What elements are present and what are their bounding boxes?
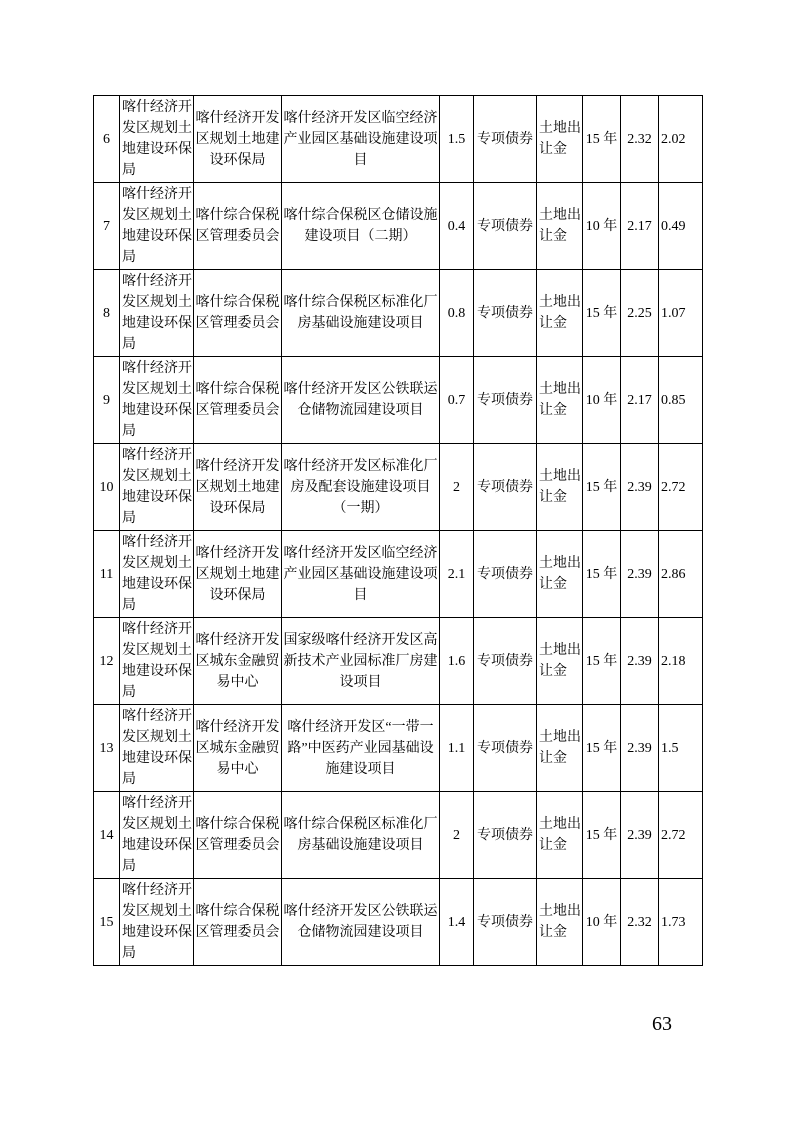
cell-amount: 2.1 [440,531,474,618]
cell-competent-dept: 喀什经济开发区规划土地建设环保局 [120,357,194,444]
cell-amount: 1.1 [440,705,474,792]
cell-competent-dept: 喀什经济开发区规划土地建设环保局 [120,879,194,966]
cell-competent-dept: 喀什经济开发区规划土地建设环保局 [120,183,194,270]
cell-term: 15 年 [583,444,621,531]
cell-term: 15 年 [583,531,621,618]
cell-bond-type: 专项债券 [474,792,537,879]
cell-principal-interest: 1.5 [659,705,703,792]
cell-interest-rate: 2.17 [621,183,659,270]
cell-repayment-source: 土地出让金 [537,96,583,183]
cell-principal-interest: 2.02 [659,96,703,183]
table-row [94,270,703,357]
cell-project-name: 喀什经济开发区临空经济产业园区基础设施建设项目 [282,531,440,618]
cell-competent-dept: 喀什经济开发区规划土地建设环保局 [120,705,194,792]
cell-term: 15 年 [583,705,621,792]
cell-project-name: 喀什经济开发区标准化厂房及配套设施建设项目（一期） [282,444,440,531]
cell-competent-dept: 喀什经济开发区规划土地建设环保局 [120,792,194,879]
cell-row-no: 10 [94,444,120,531]
cell-row-no: 7 [94,183,120,270]
table-row [94,96,703,183]
cell-principal-interest: 2.72 [659,792,703,879]
cell-project-unit: 喀什综合保税区管理委员会 [194,357,282,444]
cell-project-unit: 喀什综合保税区管理委员会 [194,792,282,879]
cell-interest-rate: 2.32 [621,879,659,966]
cell-project-name: 喀什经济开发区“一带一路”中医药产业园基础设施建设项目 [282,705,440,792]
cell-project-unit: 喀什综合保税区管理委员会 [194,879,282,966]
cell-term: 10 年 [583,879,621,966]
cell-interest-rate: 2.17 [621,357,659,444]
cell-interest-rate: 2.25 [621,270,659,357]
cell-project-name: 喀什经济开发区临空经济产业园区基础设施建设项目 [282,96,440,183]
cell-project-unit: 喀什经济开发区城东金融贸易中心 [194,705,282,792]
cell-interest-rate: 2.39 [621,792,659,879]
cell-term: 10 年 [583,183,621,270]
cell-amount: 0.4 [440,183,474,270]
cell-amount: 0.8 [440,270,474,357]
table-row [94,792,703,879]
cell-term: 10 年 [583,357,621,444]
cell-row-no: 12 [94,618,120,705]
table-row [94,357,703,444]
cell-term: 15 年 [583,96,621,183]
cell-principal-interest: 2.72 [659,444,703,531]
cell-project-name: 喀什综合保税区标准化厂房基础设施建设项目 [282,792,440,879]
cell-term: 15 年 [583,618,621,705]
cell-amount: 1.5 [440,96,474,183]
cell-row-no: 6 [94,96,120,183]
cell-bond-type: 专项债券 [474,879,537,966]
cell-repayment-source: 土地出让金 [537,357,583,444]
cell-amount: 2 [440,444,474,531]
cell-row-no: 8 [94,270,120,357]
cell-repayment-source: 土地出让金 [537,705,583,792]
cell-amount: 2 [440,792,474,879]
cell-interest-rate: 2.39 [621,444,659,531]
cell-project-unit: 喀什综合保税区管理委员会 [194,270,282,357]
cell-term: 15 年 [583,270,621,357]
cell-bond-type: 专项债券 [474,357,537,444]
cell-bond-type: 专项债券 [474,270,537,357]
cell-repayment-source: 土地出让金 [537,531,583,618]
cell-competent-dept: 喀什经济开发区规划土地建设环保局 [120,96,194,183]
cell-competent-dept: 喀什经济开发区规划土地建设环保局 [120,444,194,531]
cell-amount: 0.7 [440,357,474,444]
cell-interest-rate: 2.39 [621,618,659,705]
cell-repayment-source: 土地出让金 [537,444,583,531]
cell-competent-dept: 喀什经济开发区规划土地建设环保局 [120,531,194,618]
table-row [94,618,703,705]
cell-bond-type: 专项债券 [474,705,537,792]
cell-repayment-source: 土地出让金 [537,183,583,270]
cell-principal-interest: 0.49 [659,183,703,270]
table-row [94,705,703,792]
cell-project-name: 喀什经济开发区公铁联运仓储物流园建设项目 [282,357,440,444]
cell-competent-dept: 喀什经济开发区规划土地建设环保局 [120,270,194,357]
cell-project-unit: 喀什经济开发区规划土地建设环保局 [194,531,282,618]
cell-row-no: 15 [94,879,120,966]
table-row [94,531,703,618]
cell-bond-type: 专项债券 [474,531,537,618]
cell-project-name: 喀什经济开发区公铁联运仓储物流园建设项目 [282,879,440,966]
cell-bond-type: 专项债券 [474,96,537,183]
cell-competent-dept: 喀什经济开发区规划土地建设环保局 [120,618,194,705]
cell-principal-interest: 2.18 [659,618,703,705]
cell-repayment-source: 土地出让金 [537,879,583,966]
cell-project-unit: 喀什经济开发区规划土地建设环保局 [194,444,282,531]
cell-project-unit: 喀什经济开发区规划土地建设环保局 [194,96,282,183]
cell-principal-interest: 1.07 [659,270,703,357]
table-row [94,879,703,966]
cell-project-unit: 喀什综合保税区管理委员会 [194,183,282,270]
cell-interest-rate: 2.39 [621,531,659,618]
cell-row-no: 13 [94,705,120,792]
table-row [94,183,703,270]
cell-project-name: 国家级喀什经济开发区高新技术产业园标准厂房建设项目 [282,618,440,705]
cell-bond-type: 专项债券 [474,618,537,705]
cell-principal-interest: 2.86 [659,531,703,618]
cell-repayment-source: 土地出让金 [537,270,583,357]
table-row [94,444,703,531]
cell-row-no: 11 [94,531,120,618]
cell-term: 15 年 [583,792,621,879]
cell-row-no: 14 [94,792,120,879]
cell-amount: 1.6 [440,618,474,705]
cell-project-unit: 喀什经济开发区城东金融贸易中心 [194,618,282,705]
cell-project-name: 喀什综合保税区仓储设施建设项目（二期） [282,183,440,270]
cell-interest-rate: 2.39 [621,705,659,792]
cell-interest-rate: 2.32 [621,96,659,183]
cell-principal-interest: 0.85 [659,357,703,444]
cell-amount: 1.4 [440,879,474,966]
cell-repayment-source: 土地出让金 [537,618,583,705]
cell-project-name: 喀什综合保税区标准化厂房基础设施建设项目 [282,270,440,357]
page-number: 63 [652,1013,672,1035]
cell-principal-interest: 1.73 [659,879,703,966]
cell-bond-type: 专项债券 [474,444,537,531]
cell-bond-type: 专项债券 [474,183,537,270]
cell-row-no: 9 [94,357,120,444]
bond-projects-table [93,95,703,966]
cell-repayment-source: 土地出让金 [537,792,583,879]
